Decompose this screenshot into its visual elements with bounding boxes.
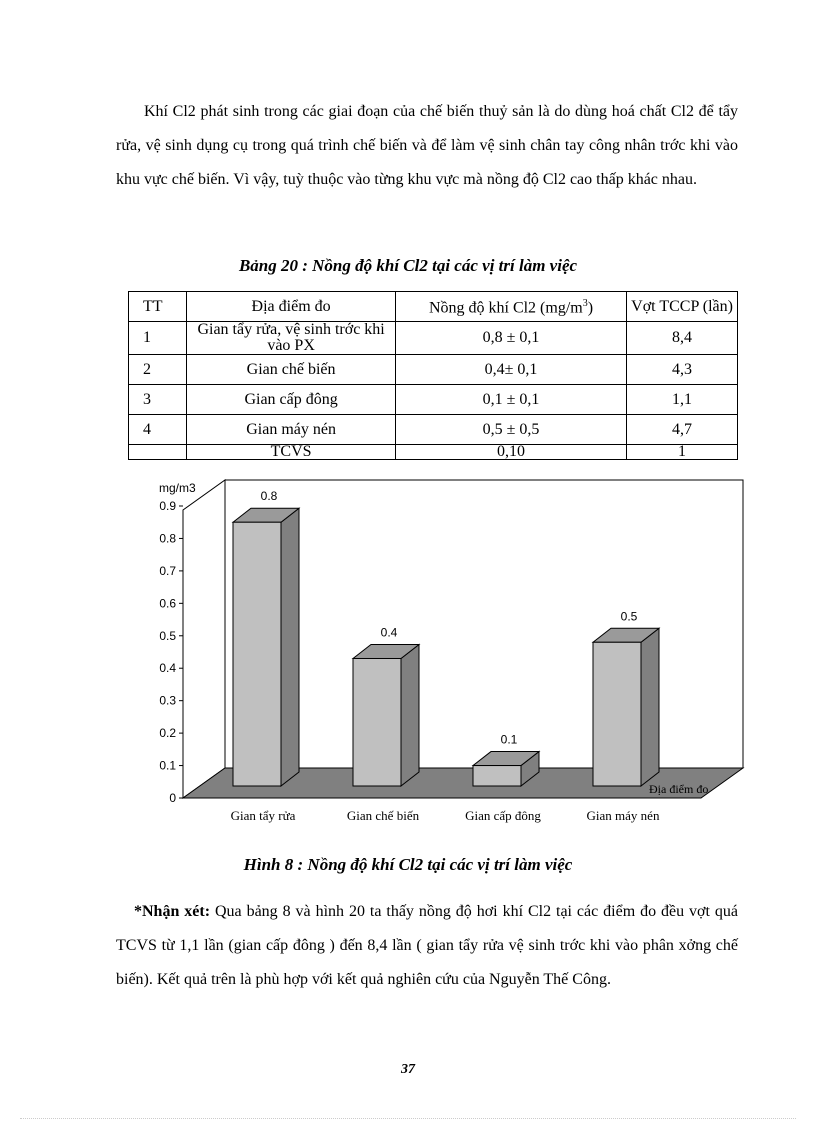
bar-side: [281, 508, 299, 786]
table-cell: [129, 445, 187, 460]
bar-chart: [155, 476, 745, 836]
intro-paragraph: Khí Cl2 phát sinh trong các giai đoạn của chế biến thuỷ sản là do dùng hoá chất Cl2 để tẩy rửa, vệ sinh dụng cụ trong quá trình chế biến và để làm vệ sinh chân tay công nhân trớc khi vào khu vực chế biến. Vì vậy, tuỳ thuộc vào từng khu vực mà nồng độ Cl2 cao thấp khác nhau.: [116, 103, 738, 188]
y-tick-label: 0.2: [159, 726, 176, 741]
y-tick-label: 0: [169, 791, 176, 805]
concentration-table: [128, 291, 738, 460]
table-cell: 1: [627, 445, 738, 460]
x-tick-label: Gian chế biến: [346, 808, 420, 823]
table-header-row: [129, 292, 738, 322]
table-cell: Gian chế biến: [187, 355, 396, 385]
table-cell: 0,1 ± 0,1: [395, 385, 626, 415]
data-label: 0.1: [500, 732, 518, 747]
table-cell: 8,4: [627, 322, 738, 355]
table-cell: 4,7: [627, 415, 738, 445]
table-row: [129, 355, 738, 385]
bar-side: [641, 628, 659, 786]
bar: [593, 642, 641, 786]
comment-text: Qua bảng 8 và hình 20 ta thấy nồng độ hơi khí Cl2 tại các điểm đo đều vợt quá TCVS từ 1,1 lần (gian cấp đông ) đến 8,4 lần ( gian tẩy rửa vệ sinh trớc khi vào phân xởng chế biến). Kết quả trên là phù hợp với kết quả nghiên cứu của Nguyễn Thế Công.: [116, 903, 739, 988]
table-cell: Gian tẩy rửa, vệ sinh trớc khi vào PX: [187, 322, 396, 355]
bar: [353, 658, 401, 786]
chart-back-wall: [225, 480, 743, 768]
table-cell: 4,3: [627, 355, 738, 385]
comment-label: *Nhận xét:: [134, 903, 211, 920]
table-cell: TCVS: [187, 445, 396, 460]
data-label: 0.5: [620, 609, 638, 624]
bar: [473, 766, 521, 786]
header-cell: Địa điểm đo: [187, 292, 396, 322]
y-tick-label: 0.8: [159, 531, 176, 546]
y-tick-label: 0.1: [159, 758, 176, 773]
bar: [233, 522, 281, 786]
bar-side: [401, 644, 419, 786]
table-cell: Gian máy nén: [187, 415, 396, 445]
y-tick-label: 0.7: [159, 563, 176, 578]
table-cell: 0,10: [395, 445, 626, 460]
table-cell: 1: [129, 322, 187, 355]
table-cell: 2: [129, 355, 187, 385]
y-tick-label: 0.9: [159, 499, 176, 513]
table-cell: Gian cấp đông: [187, 385, 396, 415]
x-tick-label: Gian máy nén: [586, 808, 660, 823]
table-cell: 0,8 ± 0,1: [395, 322, 626, 355]
y-tick-label: 0.4: [159, 661, 176, 676]
table-cell: 0,5 ± 0,5: [395, 415, 626, 445]
table-row: [129, 385, 738, 415]
comment-paragraph: [116, 895, 738, 997]
table-row: [129, 445, 738, 460]
header-cell: Vợt TCCP (lần): [627, 292, 738, 322]
x-axis-title: Địa điểm đo: [649, 782, 709, 796]
y-axis-unit: mg/m3: [159, 481, 196, 495]
header-cell: Nồng độ khí Cl2 $(mg/m^3)$: [395, 292, 626, 322]
x-tick-label: Gian cấp đông: [465, 808, 541, 823]
table-caption: Bảng 20 : Nồng độ khí Cl2 tại các vị trí làm việc: [238, 256, 578, 275]
header-cell: TT: [129, 292, 187, 322]
table-row: [129, 415, 738, 445]
data-label: 0.4: [380, 625, 398, 640]
y-tick-label: 0.5: [159, 628, 176, 643]
data-label: 0.8: [260, 489, 278, 504]
table-cell: 0,4± 0,1: [395, 355, 626, 385]
footer-line: [20, 1118, 796, 1119]
x-tick-label: Gian tẩy rửa: [230, 808, 296, 823]
table-cell: 1,1: [627, 385, 738, 415]
bar-chart-svg: [155, 476, 745, 836]
y-tick-label: 0.6: [159, 596, 176, 611]
y-tick-label: 0.3: [159, 693, 176, 708]
figure-caption: Hình 8 : Nồng độ khí Cl2 tại các vị trí làm việc: [243, 855, 573, 874]
page-number: 37: [401, 1062, 415, 1077]
table-cell: 3: [129, 385, 187, 415]
table-cell: 4: [129, 415, 187, 445]
chart-side-wall: [183, 480, 225, 798]
table-row: [129, 322, 738, 355]
